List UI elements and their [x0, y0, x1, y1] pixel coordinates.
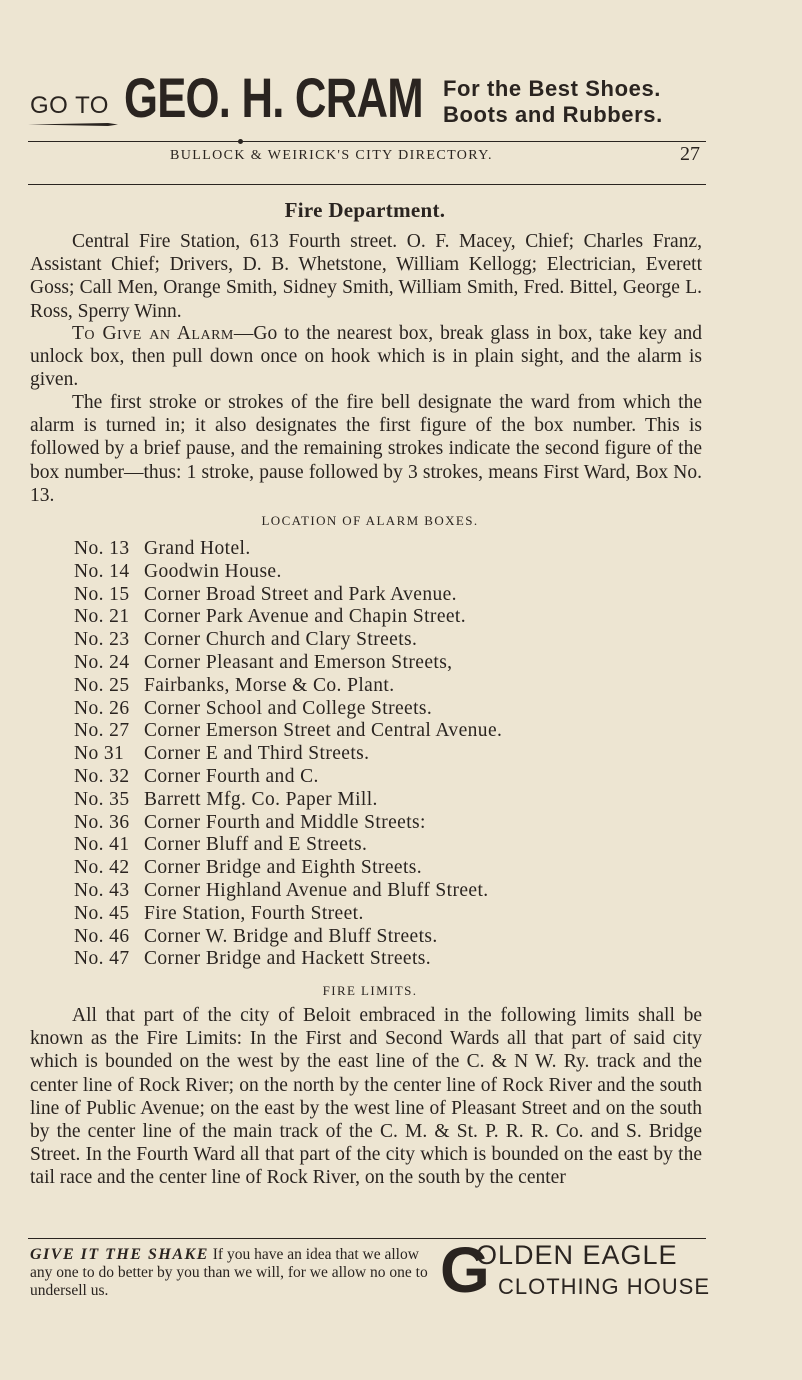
alarm-instructions-paragraph [30, 322, 702, 392]
alarm-box-item [74, 606, 502, 629]
alarm-box-location: Barrett Mfg. Co. Paper Mill. [144, 788, 378, 810]
alarm-box-location: Fairbanks, Morse & Co. Plant. [144, 674, 395, 696]
alarm-box-location: Goodwin House. [144, 560, 282, 582]
alarm-box-number: No. 36 [74, 811, 130, 833]
alarm-box-item [74, 675, 502, 698]
alarm-box-item [74, 584, 502, 607]
alarm-box-item [74, 857, 502, 880]
alarm-box-number: No. 35 [74, 788, 130, 810]
alarm-box-number: No. 25 [74, 674, 130, 696]
fire-station-paragraph: Central Fire Station, 613 Fourth street. O. F. Macey, Chief; Charles Franz, Assistant Chief; Drivers, D. B. Whetstone, William Kellogg; Electrician, Everett Goss; Call Men, Orange Smith, Sidney Smith, William Smith, Fred. Bittel, George L. Ross, Sperry Winn. [30, 231, 702, 322]
running-head: BULLOCK & WEIRICK'S CITY DIRECTORY. [170, 148, 493, 163]
top-advertisement [28, 66, 718, 132]
ad-shake-text [30, 1246, 442, 1300]
alarm-box-item [74, 948, 502, 971]
alarm-box-number: No 31 [74, 743, 125, 765]
alarm-box-item [74, 652, 502, 675]
alarm-box-location: Corner Fourth and Middle Streets: [144, 811, 426, 833]
alarm-instructions-lead: To Give an Alarm [72, 323, 234, 344]
alarm-box-item [74, 926, 502, 949]
alarm-box-item [74, 561, 502, 584]
alarm-box-number: No. 32 [74, 765, 130, 787]
ad-store-name-line2: CLOTHING HOUSE [498, 1274, 711, 1299]
alarm-box-number: No. 43 [74, 879, 130, 901]
alarm-box-item [74, 698, 502, 721]
alarm-box-location: Corner Park Avenue and Chapin Street. [144, 606, 467, 628]
alarm-box-location: Grand Hotel. [144, 538, 251, 559]
rule-ornament-icon [238, 139, 243, 144]
ad-merchant-name: GEO. H. CRAM [124, 66, 423, 129]
alarm-box-item [74, 834, 502, 857]
alarm-box-number: No. 41 [74, 834, 130, 856]
alarm-box-location: Corner Highland Avenue and Bluff Street. [144, 879, 489, 901]
alarm-box-number: No. 26 [74, 697, 130, 719]
alarm-box-location: Corner W. Bridge and Bluff Streets. [144, 925, 438, 947]
alarm-box-item [74, 629, 502, 652]
alarm-box-location: Corner Bluff and E Streets. [144, 834, 368, 856]
alarm-box-item [74, 720, 502, 743]
header-rule-bottom [28, 184, 706, 185]
ad-shake-body: If you have an idea that we allow any one to do better by you than we will, for we allow no one to undersell us. [30, 1246, 428, 1299]
alarm-box-number: No. 24 [74, 651, 130, 673]
alarm-box-number: No. 45 [74, 902, 130, 924]
alarm-box-item [74, 789, 502, 812]
alarm-box-number: No. 42 [74, 857, 130, 879]
alarm-box-location: Corner Bridge and Eighth Streets. [144, 857, 423, 879]
alarm-box-item [74, 903, 502, 926]
alarm-box-location: Fire Station, Fourth Street. [144, 902, 364, 924]
alarm-box-item [74, 743, 502, 766]
bottom-advertisement [28, 1234, 718, 1318]
alarm-box-number: No. 21 [74, 606, 130, 628]
alarm-box-location: Corner Church and Clary Streets. [144, 629, 418, 651]
alarm-box-location: Corner School and College Streets. [144, 697, 433, 719]
footer-rule [28, 1238, 706, 1239]
alarm-box-item [74, 812, 502, 835]
alarm-box-location: Corner Bridge and Hackett Streets. [144, 948, 432, 970]
alarm-box-item [74, 880, 502, 903]
fire-limits-heading: FIRE LIMITS. [322, 983, 418, 998]
ad-slogan [443, 76, 663, 128]
alarm-box-number: No. 47 [74, 948, 130, 970]
alarm-boxes-list [74, 538, 502, 971]
bell-strokes-paragraph: The first stroke or strokes of the fire bell designate the ward from which the alarm is turned in; it also designates the first figure of the box number. This is followed by a brief pause, and the remaining strokes indicate the second figure of the box number—thus: 1 stroke, pause followed by 3 strokes, means First Ward, Box No. 13. [30, 392, 702, 506]
pointing-line-icon [28, 122, 118, 127]
alarm-box-number: No. 13 [74, 538, 130, 559]
alarm-box-location: Corner Pleasant and Emerson Streets, [144, 651, 453, 673]
ad-goto-text: GO TO [30, 92, 109, 119]
fire-limits-paragraph: All that part of the city of Beloit embraced in the following limits shall be known as the Fire Limits: In the First and Second Wards all that part of said city which is bounded on the west by the east line of the C. & N W. Ry. track and the center line of Rock River; on the north by the center line of Rock River and the south line of Public Avenue; on the east by the west line of Pleasant Street and on the south by the center line of the main track of the C. M. & St. P. R. R. Co. and S. Bridge Street. In the Fourth Ward all that part of the city which is bounded on the east by the tail race and the center line of Rock River, on the south by the center [30, 1005, 702, 1189]
alarm-box-number: No. 14 [74, 560, 130, 582]
alarm-box-number: No. 46 [74, 925, 130, 947]
alarm-box-item [74, 766, 502, 789]
alarm-box-item [74, 538, 502, 561]
alarm-instructions-text: —Go to the nearest box, break glass in box, take key and unlock box, then pull down once on hook which is in plain sight, and the alarm is given. [30, 323, 702, 391]
header-rule-top [28, 141, 706, 142]
ad-initial-g: G [440, 1234, 490, 1306]
ad-store-name-line1: OLDEN EAGLE [476, 1240, 678, 1270]
alarm-box-number: No. 15 [74, 583, 130, 605]
ad-slogan-line1: For the Best Shoes. [443, 76, 661, 101]
alarm-box-location: Corner Emerson Street and Central Avenue. [144, 720, 503, 742]
page-number: 27 [680, 143, 700, 165]
alarm-box-location: Corner Fourth and C. [144, 765, 319, 787]
alarm-box-location: Corner E and Third Streets. [144, 743, 370, 765]
alarm-boxes-heading: LOCATION OF ALARM BOXES. [261, 513, 479, 528]
alarm-box-number: No. 27 [74, 720, 130, 742]
alarm-box-number: No. 23 [74, 629, 130, 651]
section-title: Fire Department. [284, 198, 446, 222]
ad-slogan-line2: Boots and Rubbers. [443, 102, 663, 127]
alarm-box-location: Corner Broad Street and Park Avenue. [144, 583, 457, 605]
ad-shake-headline: GIVE IT THE SHAKE [30, 1246, 209, 1263]
